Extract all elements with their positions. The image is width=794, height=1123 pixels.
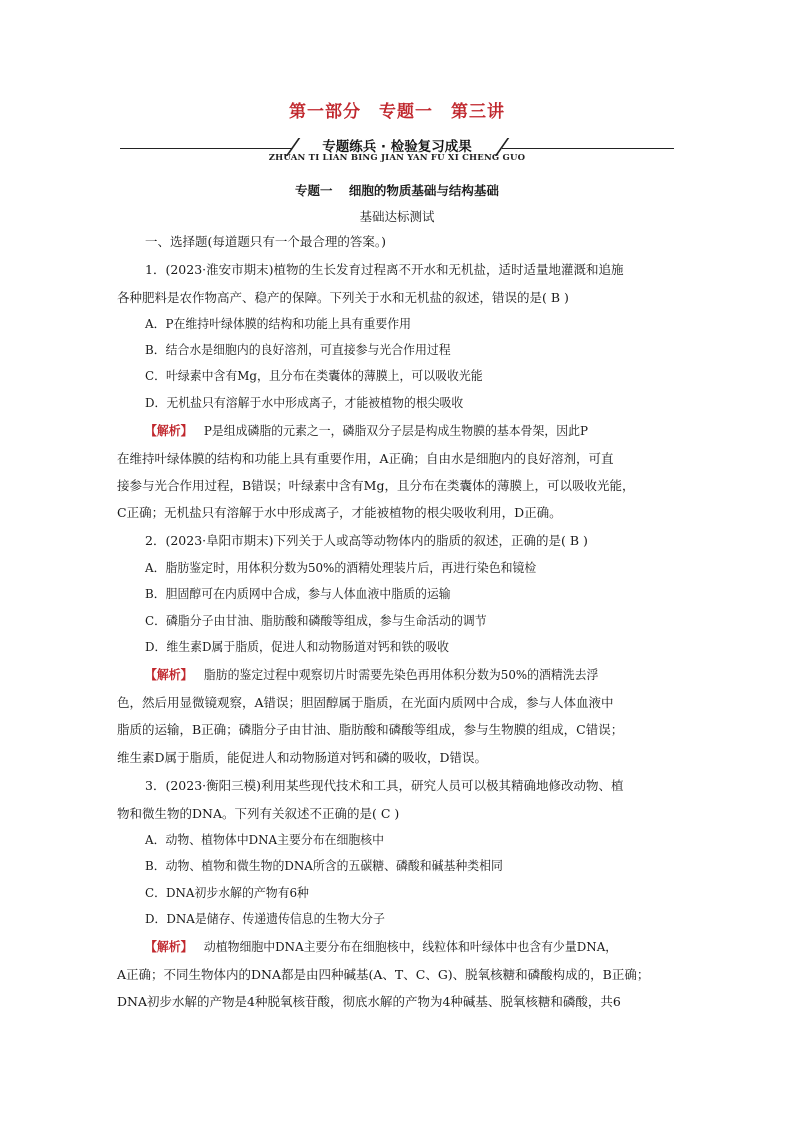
question-3-option-b: B．动物、植物和微生物的DNA所含的五碳糖、磷酸和碱基种类相同 bbox=[145, 858, 503, 873]
question-2-analysis-line-1: 【解析】 脂肪的鉴定过程中观察切片时需要先染色再用体积分数为50%的酒精洗去浮 bbox=[145, 667, 599, 682]
question-2-analysis-line-2: 色，然后用显微镜观察，A错误；胆固醇属于脂质，在光面内质网中合成，参与人体血液中 bbox=[117, 695, 614, 710]
question-1-stem-line-2: 各种肥料是农作物高产、稳产的保障。下列关于水和无机盐的叙述，错误的是( B ) bbox=[117, 290, 569, 305]
topic-subtitle: 基础达标测试 bbox=[359, 209, 435, 224]
question-3-analysis-line-1: 【解析】 动植物细胞中DNA主要分布在细胞核中，线粒体和叶绿体中也含有少量DNA， bbox=[145, 939, 618, 954]
banner-rule-right bbox=[502, 148, 674, 149]
question-3-stem-line-2: 物和微生物的DNA。下列有关叙述不正确的是( C ) bbox=[117, 806, 400, 821]
question-2-analysis-line-4: 维生素D属于脂质，能促进人和动物肠道对钙和磷的吸收，D错误。 bbox=[117, 750, 488, 765]
question-1-analysis-line-4: C正确；无机盐只有溶解于水中形成离子，才能被植物的根尖吸收利用，D正确。 bbox=[117, 505, 562, 520]
question-3-stem-line-1: 3．(2023·衡阳三模)利用某些现代技术和工具，研究人员可以极其精确地修改动物、植 bbox=[145, 778, 624, 793]
question-2-analysis-line-3: 脂质的运输，B正确；磷脂分子由甘油、脂肪酸和磷酸等组成，参与生物膜的组成，C错误； bbox=[117, 722, 624, 737]
question-1-analysis-line-1: 【解析】 P是组成磷脂的元素之一，磷脂双分子层是构成生物膜的基本骨架，因此P bbox=[145, 423, 589, 438]
banner-pinyin: ZHUAN TI LIAN BING JIAN YAN FU XI CHENG GUO bbox=[268, 153, 526, 163]
topic-label: 专题一 bbox=[295, 183, 333, 198]
question-3-analysis-line-2: A正确；不同生物体内的DNA都是由四种碱基(A、T、C、G)、脱氧核糖和磷酸构成的，B正确； bbox=[117, 967, 650, 982]
question-1-analysis-label: 【解析】 bbox=[145, 423, 193, 438]
question-2-analysis-label: 【解析】 bbox=[145, 667, 193, 682]
question-1-option-a: A．P在维持叶绿体膜的结构和功能上具有重要作用 bbox=[145, 316, 411, 331]
question-1-option-d: D．无机盐只有溶解于水中形成离子，才能被植物的根尖吸收 bbox=[145, 395, 464, 410]
topic-name: 细胞的物质基础与结构基础 bbox=[348, 183, 499, 198]
question-1-stem-line-1: 1．(2023·淮安市期末)植物的生长发育过程离不开水和无机盐，适时适量地灌溉和追施 bbox=[145, 262, 624, 277]
question-1-option-c: C．叶绿素中含有Mg，且分布在类囊体的薄膜上，可以吸收光能 bbox=[145, 368, 483, 383]
section-heading: 一、选择题(每道题只有一个最合理的答案。) bbox=[145, 234, 387, 249]
question-3-option-d: D．DNA是储存、传递遗传信息的生物大分子 bbox=[145, 911, 385, 926]
question-1-analysis-line-3: 接参与光合作用过程，B错误；叶绿素中含有Mg，且分布在类囊体的薄膜上，可以吸收光能， bbox=[117, 478, 635, 493]
page-title: 第一部分 专题一 第三讲 bbox=[289, 102, 505, 122]
question-3-analysis-line-3: DNA初步水解的产物是4种脱氧核苷酸，彻底水解的产物为4种碱基、脱氧核糖和磷酸，共6 bbox=[117, 994, 621, 1009]
question-2-option-c: C．磷脂分子由甘油、脂肪酸和磷酸等组成，参与生命活动的调节 bbox=[145, 613, 487, 628]
topic-heading bbox=[0, 181, 794, 199]
banner-title: 专题练兵 · 检验复习成果 bbox=[322, 139, 472, 155]
section-banner bbox=[120, 134, 674, 164]
question-1-option-b: B．结合水是细胞内的良好溶剂，可直接参与光合作用过程 bbox=[145, 342, 451, 357]
question-3-analysis-label: 【解析】 bbox=[145, 939, 193, 954]
question-3-option-c: C．DNA初步水解的产物有6种 bbox=[145, 885, 309, 900]
question-1-analysis-line-2: 在维持叶绿体膜的结构和功能上具有重要作用，A正确；自由水是细胞内的良好溶剂，可直 bbox=[117, 451, 614, 466]
question-3-option-a: A．动物、植物体中DNA主要分布在细胞核中 bbox=[145, 832, 384, 847]
question-2-option-a: A．脂肪鉴定时，用体积分数为50%的酒精处理装片后，再进行染色和镜检 bbox=[145, 560, 537, 575]
question-2-stem-line-1: 2．(2023·阜阳市期末)下列关于人或高等动物体内的脂质的叙述，正确的是( B ) bbox=[145, 533, 588, 548]
question-2-option-b: B．胆固醇可在内质网中合成，参与人体血液中脂质的运输 bbox=[145, 586, 451, 601]
question-2-option-d: D．维生素D属于脂质，促进人和动物肠道对钙和铁的吸收 bbox=[145, 639, 450, 654]
